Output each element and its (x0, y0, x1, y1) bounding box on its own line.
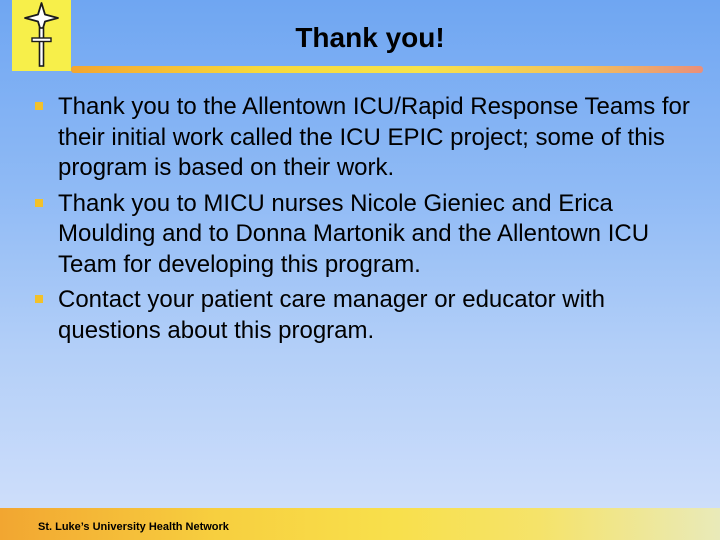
square-bullet-icon (35, 199, 43, 207)
bullet-item (34, 285, 694, 346)
square-bullet-icon (35, 102, 43, 110)
bullet-text: Contact your patient care manager or educator with questions about this program. (58, 286, 605, 344)
footer-organization: St. Luke’s University Health Network (38, 521, 229, 533)
square-bullet-icon (35, 295, 43, 303)
bullet-text: Thank you to the Allentown ICU/Rapid Response Teams for their initial work called the ICU EPIC project; some of this program is based on their work. (58, 93, 690, 181)
star-cross-icon (12, 0, 71, 71)
bullet-text: Thank you to MICU nurses Nicole Gieniec and Erica Moulding and to Donna Martonik and the Allentown ICU Team for developing this program. (58, 189, 650, 278)
title-underline-bar (71, 66, 703, 73)
logo (12, 0, 71, 71)
slide-title: Thank you! (295, 22, 445, 53)
bullet-list (34, 92, 694, 351)
bullet-item (34, 189, 694, 281)
bullet-item (34, 92, 694, 184)
